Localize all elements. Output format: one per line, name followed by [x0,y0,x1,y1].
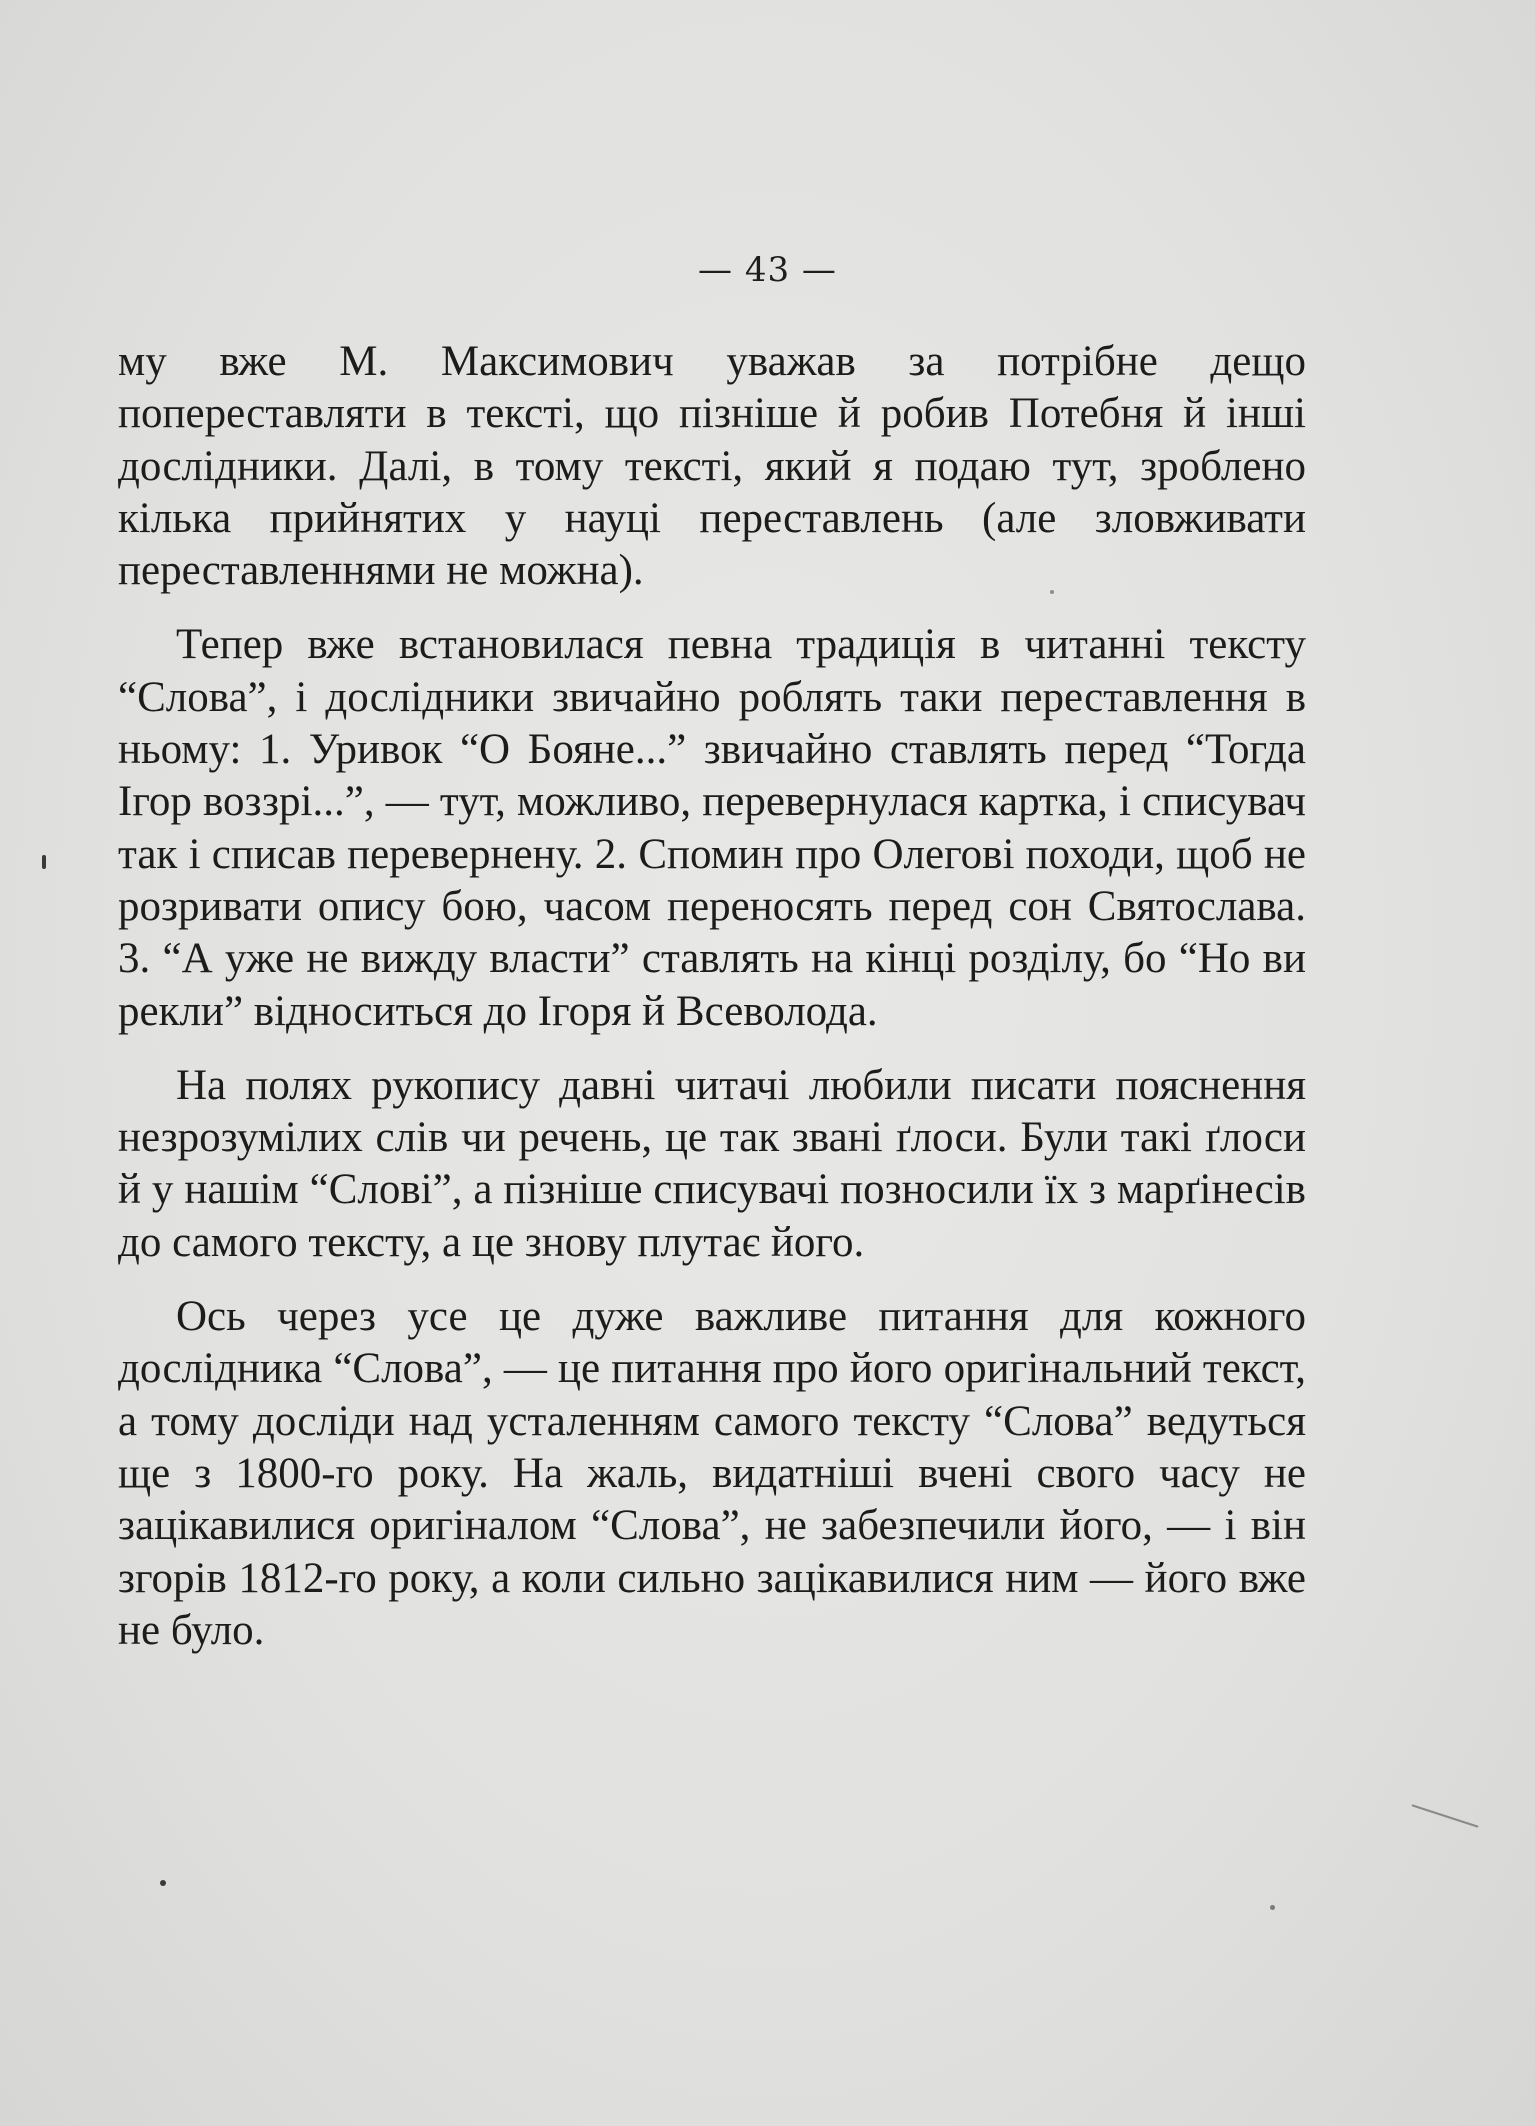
margin-speck [1411,1804,1478,1828]
paragraph-4: Ось через усе це дуже важливе питання для кожного дослідника “Слова”, — це питання про його оригінальний текст, а тому досліди над усталенням самого тексту “Слова” ведуться ще з 1800-го року. На жаль, видатніші вчені свого часу не зацікавилися оригіналом “Слова”, не забезпечили його, — і він згорів 1812-го року, а коли сильно зацікавилися ним — його вже не було. [118,1293,1306,1654]
margin-speck [160,1880,166,1886]
body-text [118,336,1306,1679]
margin-speck [1270,1905,1275,1910]
paragraph-3: На полях рукопису давні читачі любили писати пояснення незрозумілих слів чи речень, це так звані ґлоси. Були такі ґлоси й у нашім “Слові”, а пізніше списувачі позносили їх з марґінесів до самого тексту, а це знову плутає його. [118,1061,1306,1266]
paragraph-2: Тепер вже встановилася певна традиція в читанні тексту “Слова”, і дослідники звичайно роблять таки переставлення в ньому: 1. Уривок “О Бояне...” звичайно ставлять перед “Тогда Ігор воззрі...”, — тут, можливо, перевернулася картка, і списувач так і списав перевернену. 2. Спомин про Олегові походи, щоб не розривати опису бою, часом переносять перед сон Святослава. 3. “А уже не вижду власти” ставлять на кінці розділу, бо “Но ви рекли” відноситься до Ігоря й Всеволода. [118,621,1306,1035]
margin-speck [42,855,46,869]
margin-speck [1050,590,1054,594]
paragraph-1: му вже М. Максимович уважав за потрібне дещо попереставляти в тексті, що пізніше й робив Потебня й інші дослідники. Далі, в тому тексті, який я подаю тут, зроблено кілька прийнятих у науці переставлень (але зловживати переставленнями не можна). [118,338,1306,595]
page-number: — 43 — [698,250,837,290]
